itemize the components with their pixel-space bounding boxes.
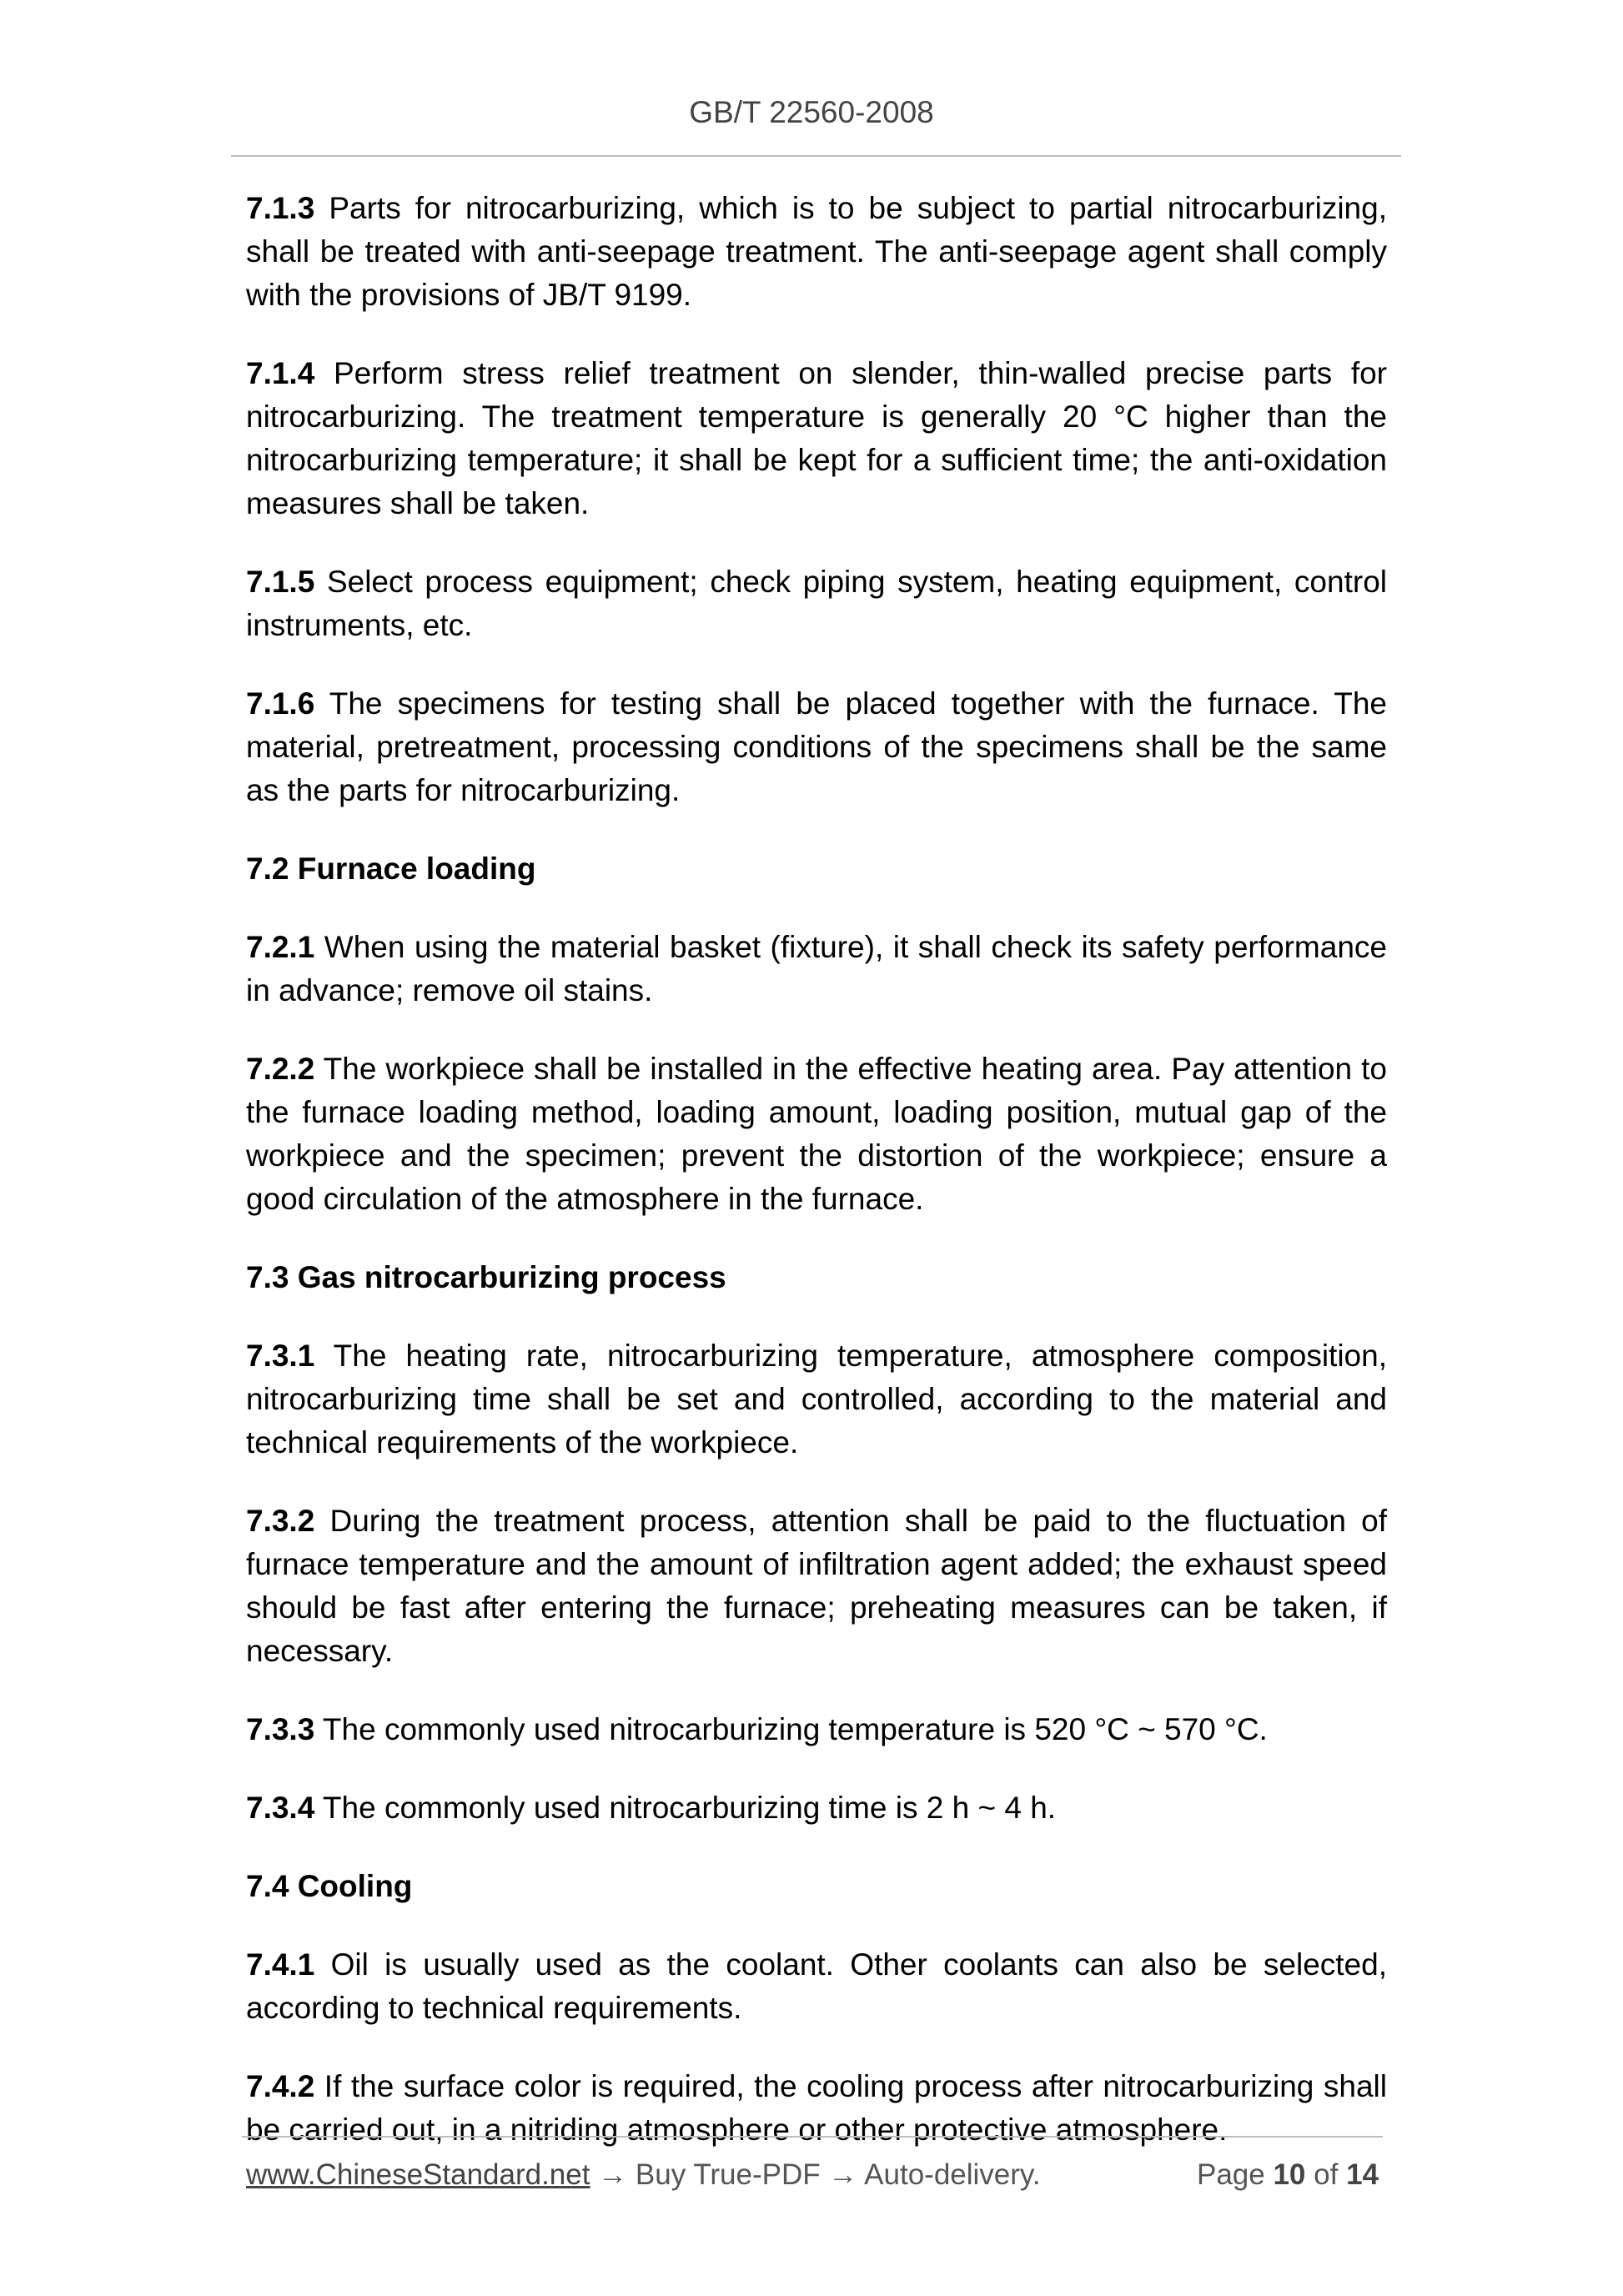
clause-7-2-1 — [246, 926, 1387, 1012]
page-of: of — [1314, 2158, 1339, 2191]
clause-text: The commonly used nitrocarburizing time is 2 h ~ 4 h. — [314, 1791, 1057, 1825]
clause-7-1-6 — [246, 682, 1387, 812]
clause-7-3-4 — [246, 1786, 1387, 1830]
clause-number: 7.3.2 — [246, 1504, 315, 1538]
page-number — [1197, 2158, 1379, 2192]
clause-number: 7.3.4 — [246, 1791, 315, 1825]
footer-tagline: → Buy True-PDF → Auto-delivery. — [590, 2158, 1041, 2191]
document-body — [246, 187, 1387, 2187]
clause-text: If the surface color is required, the cooling process after nitrocarburizing shall be carried out, in a nitriding atmosphere or other protective atmosphere. — [246, 2069, 1387, 2147]
clause-text: Select process equipment; check piping system, heating equipment, control instruments, etc. — [246, 565, 1387, 642]
clause-number: 7.1.3 — [246, 191, 315, 225]
clause-number: 7.4.1 — [246, 1947, 315, 1982]
clause-7-1-5 — [246, 560, 1387, 647]
page-label: Page — [1196, 2158, 1265, 2191]
clause-text: When using the material basket (fixture), it shall check its safety performance in advance; remove oil stains. — [246, 930, 1387, 1007]
clause-number: 7.1.4 — [246, 356, 315, 390]
section-heading-7-4: 7.4 Cooling — [246, 1869, 413, 1903]
clause-7-3-1 — [246, 1334, 1387, 1465]
page-header: GB/T 22560-2008 — [689, 95, 934, 129]
section-heading-7-2: 7.2 Furnace loading — [246, 852, 536, 886]
website-link[interactable]: www.ChineseStandard.net — [246, 2158, 590, 2191]
clause-7-1-3 — [246, 187, 1387, 317]
clause-text: Perform stress relief treatment on slender, thin-walled precise parts for nitrocarburizing. The treatment temperature is generally 20 °C higher than the nitrocarburizing temperature; it shall be kept for a sufficient time; the anti-oxidation measures shall be taken. — [246, 356, 1387, 520]
footer-divider — [242, 2136, 1383, 2138]
clause-7-2-2 — [246, 1048, 1387, 1221]
clause-text: The workpiece shall be installed in the effective heating area. Pay attention to the furnace loading method, loading amount, loading position, mutual gap of the workpiece and the specimen; prevent the distortion of the workpiece; ensure a good circulation of the atmosphere in the furnace. — [246, 1052, 1387, 1216]
clause-number: 7.1.6 — [246, 686, 315, 721]
clause-number: 7.1.5 — [246, 565, 315, 599]
clause-number: 7.2.2 — [246, 1052, 315, 1086]
clause-text: Parts for nitrocarburizing, which is to be subject to partial nitrocarburizing, shall be treated with anti-seepage treatment. The anti-seepage agent shall comply with the provisions of JB/T 9199. — [246, 191, 1387, 312]
clause-7-3-3 — [246, 1708, 1387, 1751]
clause-text: The heating rate, nitrocarburizing temperature, atmosphere composition, nitrocarburizing time shall be set and controlled, according to the material and technical requirements of the workpiece. — [246, 1339, 1387, 1459]
clause-7-4-2 — [246, 2065, 1387, 2152]
clause-text: Oil is usually used as the coolant. Other coolants can also be selected, according to technical requirements. — [246, 1947, 1387, 2025]
clause-number: 7.4.2 — [246, 2069, 315, 2103]
clause-text: The specimens for testing shall be placed together with the furnace. The material, pretreatment, processing conditions of the specimens shall be the same as the parts for nitrocarburizing. — [246, 686, 1387, 807]
footer-promo — [246, 2158, 1041, 2192]
clause-text: The commonly used nitrocarburizing temperature is 520 °C ~ 570 °C. — [314, 1712, 1268, 1746]
section-heading-7-3: 7.3 Gas nitrocarburizing process — [246, 1260, 726, 1294]
header-divider — [231, 155, 1401, 157]
clause-number: 7.2.1 — [246, 930, 315, 964]
page-total: 14 — [1346, 2158, 1379, 2191]
clause-7-4-1 — [246, 1943, 1387, 2030]
clause-text: During the treatment process, attention shall be paid to the fluctuation of furnace temperature and the amount of infiltration agent added; the exhaust speed should be fast after entering the furnace; preheating measures can be taken, if necessary. — [246, 1504, 1387, 1668]
clause-number: 7.3.1 — [246, 1339, 315, 1373]
clause-number: 7.3.3 — [246, 1712, 315, 1746]
page-current: 10 — [1273, 2158, 1306, 2191]
clause-7-3-2 — [246, 1500, 1387, 1673]
clause-7-1-4 — [246, 352, 1387, 525]
